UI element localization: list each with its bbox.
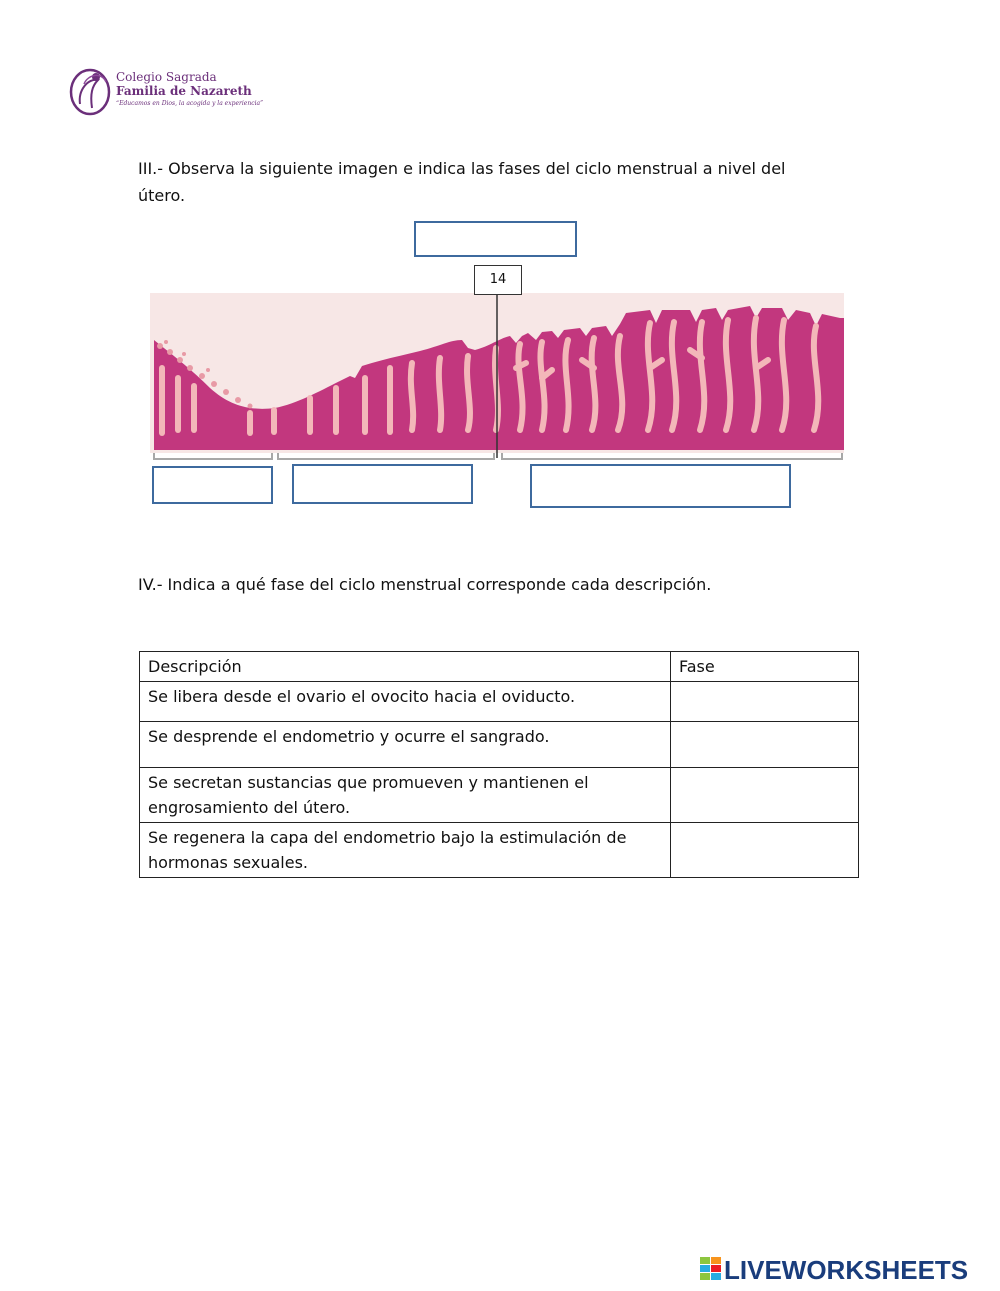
liveworksheets-wordmark: LIVEWORKSHEETS — [724, 1255, 969, 1285]
school-emblem-icon — [68, 64, 114, 118]
school-name-line1: Colegio Sagrada — [116, 70, 217, 84]
liveworksheets-blocks-icon — [700, 1257, 722, 1281]
row-description: Se secretan sustancias que promueven y mantienen el engrosamiento del útero. — [140, 768, 671, 823]
table-row — [140, 682, 859, 722]
table-row — [140, 722, 859, 768]
school-logo — [68, 64, 268, 120]
day-14-label: 14 — [474, 265, 522, 295]
phase-brackets — [154, 453, 842, 459]
section-4-prompt: IV.- Indica a qué fase del ciclo menstrual corresponde cada descripción. — [138, 575, 712, 594]
phase-answer-box-menstrual[interactable] — [152, 466, 273, 504]
phase-answer-box-proliferative[interactable] — [292, 464, 473, 504]
endometrium-diagram — [150, 218, 850, 518]
phase-answer-box-top[interactable] — [414, 221, 577, 257]
school-name-line2: Familia de Nazareth — [116, 84, 252, 98]
table-row — [140, 768, 859, 823]
table-row — [140, 823, 859, 878]
row-phase-input[interactable] — [671, 682, 859, 722]
row-phase-input[interactable] — [671, 768, 859, 823]
row-description: Se libera desde el ovario el ovocito hacia el oviducto. — [140, 682, 671, 722]
row-phase-input[interactable] — [671, 823, 859, 878]
section-3-prompt — [138, 155, 838, 209]
table-header-row — [140, 652, 859, 682]
row-description: Se desprende el endometrio y ocurre el sangrado. — [140, 722, 671, 768]
phase-answer-box-secretory[interactable] — [530, 464, 791, 508]
section-3-prompt-line1: III.- Observa la siguiente imagen e indica las fases del ciclo menstrual a nivel del — [138, 159, 786, 178]
section-3-prompt-line2: útero. — [138, 186, 186, 205]
school-motto: “Educamos en Dios, la acogida y la experiencia” — [116, 100, 264, 107]
header-phase: Fase — [671, 652, 859, 682]
row-description: Se regenera la capa del endometrio bajo la estimulación de hormonas sexuales. — [140, 823, 671, 878]
header-description: Descripción — [140, 652, 671, 682]
row-phase-input[interactable] — [671, 722, 859, 768]
phase-description-table — [139, 651, 859, 878]
